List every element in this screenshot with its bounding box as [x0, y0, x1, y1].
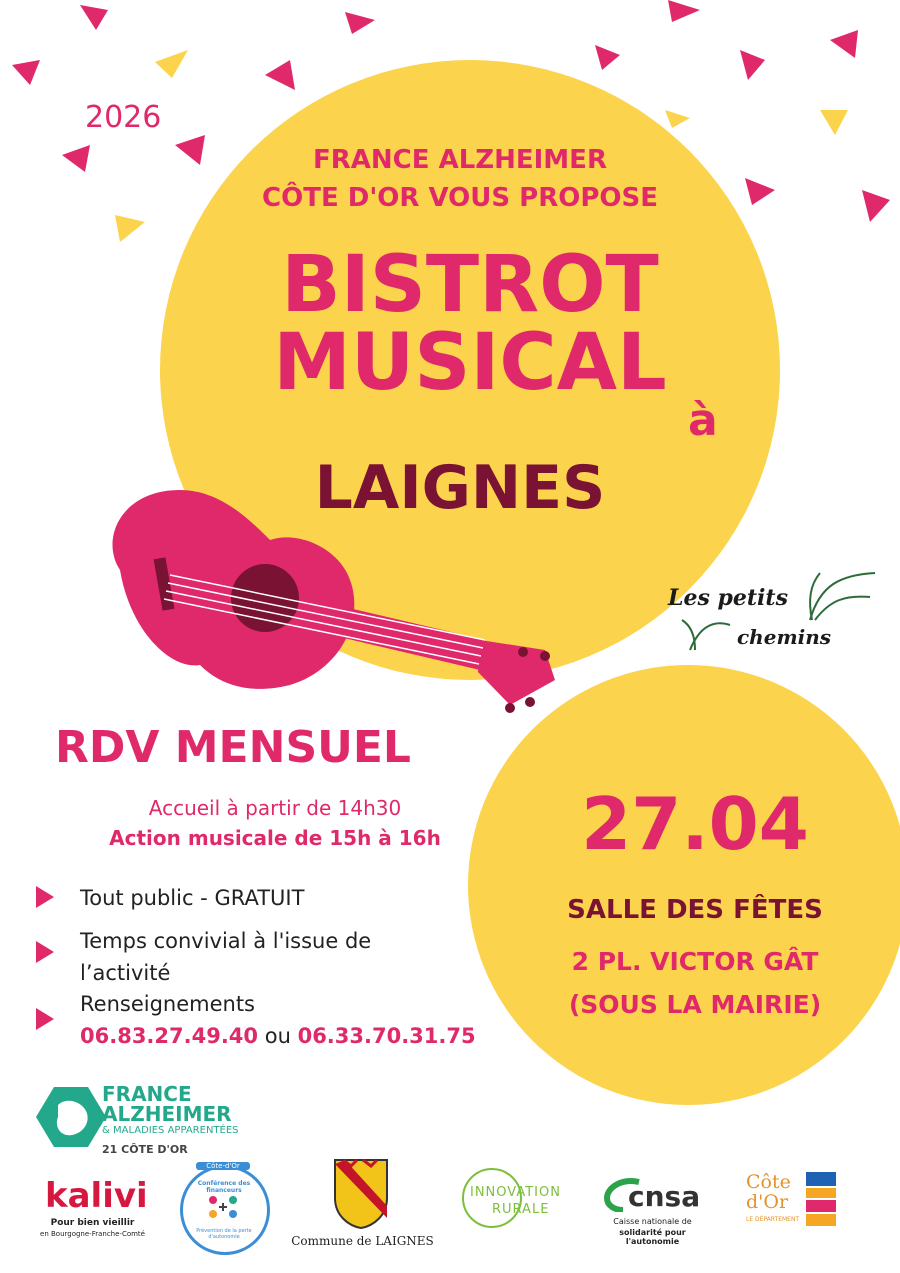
phone-connector: ou — [264, 1024, 291, 1048]
bullet-text-cont: l’activité — [80, 961, 171, 985]
organizer-line-2: CÔTE D'OR VOUS PROPOSE — [262, 183, 658, 213]
rdv-music-time: Action musicale de 15h à 16h — [109, 826, 441, 850]
fa-logo-line-3: & MALADIES APPARENTÉES — [102, 1125, 239, 1136]
conference-top-label: Côte-d'Or — [196, 1162, 250, 1170]
title-line-2: MUSICAL — [273, 318, 667, 408]
event-venue: SALLE DES FÊTES — [567, 895, 823, 925]
bullet-text: Tout public - GRATUIT — [80, 886, 305, 910]
laignes-coat-of-arms-icon — [333, 1158, 389, 1230]
innovation-line-1: INNOVATION — [470, 1185, 561, 1200]
bullet-arrow-icon — [36, 886, 54, 908]
cotedor-logo-sub: LE DÉPARTEMENT — [746, 1216, 800, 1223]
phone-line — [80, 1020, 476, 1052]
bullet-arrow-icon — [36, 941, 54, 963]
cotedor-flag-icon — [806, 1172, 836, 1228]
cnsa-sub-1: Caisse nationale de — [613, 1217, 692, 1226]
innovation-line-2: RURALE — [492, 1202, 550, 1217]
title-line-1: BISTROT — [281, 240, 659, 330]
bullet-item-convivial — [36, 925, 371, 989]
kalivi-sub-1: Pour bien vieillir — [50, 1218, 135, 1228]
date-circle-background — [468, 665, 900, 1105]
fa-logo-line-1: FRANCE — [102, 1082, 192, 1106]
conference-ring-text-2: Prévention de la perte d'autonomie — [196, 1228, 252, 1240]
bullet-arrow-icon — [36, 1008, 54, 1030]
rdv-welcome-time: Accueil à partir de 14h30 — [148, 796, 402, 820]
year-label: 2026 — [85, 100, 162, 135]
people-icon — [205, 1192, 241, 1222]
france-alzheimer-logo-icon — [36, 1087, 106, 1147]
event-address-1: 2 PL. VICTOR GÂT — [571, 947, 819, 976]
conference-ring-text-1: Conférence des financeurs — [197, 1180, 251, 1194]
kalivi-logo: kalivi — [45, 1176, 148, 1216]
event-date: 27.04 — [581, 782, 809, 866]
fa-logo-line-4: 21 CÔTE D'OR — [102, 1143, 188, 1156]
phone-number-1[interactable]: 06.83.27.49.40 — [80, 1024, 259, 1048]
cotedor-logo-line-2: d'Or — [746, 1191, 789, 1213]
fa-logo-line-2: ALZHEIMER — [102, 1102, 232, 1126]
phone-number-2[interactable]: 06.33.70.31.75 — [297, 1024, 476, 1048]
bullet-item-public — [36, 882, 304, 914]
guitar-illustration — [90, 480, 570, 720]
cnsa-sub-2: solidarité pour l'autonomie — [619, 1228, 686, 1246]
title-connector: à — [688, 395, 718, 446]
bullet-item-info — [36, 988, 476, 1052]
organizer-line-1: FRANCE ALZHEIMER — [313, 145, 607, 175]
cnsa-logo: cnsa — [628, 1180, 701, 1213]
partner-logo-line-2: chemins — [737, 625, 832, 649]
kalivi-sub-2: en Bourgogne-Franche-Comté — [40, 1230, 145, 1238]
bullet-text: Temps convivial à l'issue de — [80, 929, 372, 953]
event-address-2: (SOUS LA MAIRIE) — [568, 990, 822, 1019]
partner-logo-line-1: Les petits — [668, 585, 788, 611]
rdv-heading: RDV MENSUEL — [55, 722, 411, 773]
cotedor-logo-line-1: Côte — [746, 1171, 791, 1193]
commune-logo-text: Commune de LAIGNES — [291, 1234, 434, 1248]
title-place: LAIGNES — [314, 453, 606, 523]
bullet-text: Renseignements — [80, 992, 255, 1016]
